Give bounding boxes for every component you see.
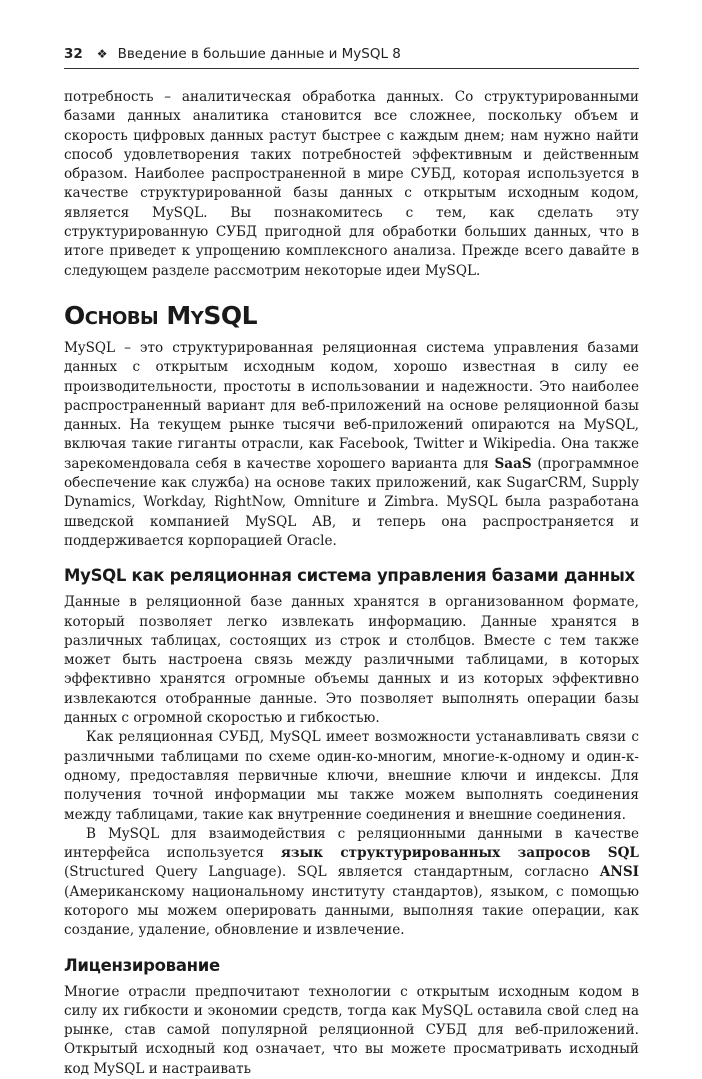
text-run: (программное обеспечение как служба) на основе таких приложений, как SugarCRM, Supply Dynamics, Workday, RightNow, Omniture и Zimbra. MySQL была разработана шведской компанией MySQL AB, и теперь она распространяется и поддерживается корпорацией Oracle. (64, 455, 640, 549)
running-title: Введение в большие данные и MySQL 8 (117, 46, 401, 62)
page-body (64, 88, 639, 1079)
intro-paragraph: потребность – аналитическая обработка данных. Со структурированными базами данных аналитика становится все сложнее, поскольку объем и скорость цифровых данных растут быстрее с каждым днем; нам нужно найти способ удовлетворения таких потребностей эффективным и действенным образом. Наиболее распространенной в мире СУБД, которая используется в качестве структурированной базы данных с открытым исходным кодом, является MySQL. Вы познакомитесь с тем, как сделать эту структурированную СУБД пригодной для обработки больших данных, что в итоге приведет к упрощению комплексного анализа. Прежде всего давайте в следующем разделе рассмотрим некоторые идеи MySQL. (64, 89, 639, 279)
diamond-icon: ❖ (96, 47, 108, 61)
license-paragraph: Многие отрасли предпочитают технологии с открытым исходным кодом в силу их гибкости и экономии средств, тогда как MySQL оставила свой след на рынке, став самой популярной реляционной СУБД для веб-приложений. Открытый исходный код означает, что вы можете просматривать исходный код MySQL и настраивать (64, 983, 639, 1077)
term-sql: язык структурированных запросов SQL (280, 845, 639, 862)
section-heading: Основы MySQL (64, 300, 258, 330)
rdbms-paragraph-1: Данные в реляционной базе данных хранятся в организованном формате, который позволяет легко извлекать информацию. Данные хранятся в различных таблицах, состоящих из строк и столбцов. Вместе с тем также может быть настроена связь между различными таблицами, в которых эффективно хранятся огромные объемы данных и из которых эффективно извлекаются отобранные данные. Это позволяет выполнять операции базы данных с огромной скоростью и гибкостью. (64, 594, 639, 727)
rdbms-paragraph-3 (64, 825, 639, 941)
page-number: 32 (64, 46, 83, 62)
term-saas: SaaS (494, 455, 532, 472)
text-run: В MySQL для взаимодействия с реляционными данными в качестве интерфейса используется (64, 825, 639, 862)
subsection-heading-rdbms: MySQL как реляционная система управления базами данных (64, 566, 635, 586)
subsection-heading-license: Лицензирование (64, 955, 220, 975)
section-paragraph (64, 339, 639, 551)
text-run: (Американскому национальному институту стандартов), языком, с помощью которого мы можем оперировать данными, выполняя такие операции, как создание, удаление, обновление и извлечение. (64, 883, 639, 939)
term-ansi: ANSI (599, 864, 639, 881)
running-header (64, 46, 639, 69)
text-run: MySQL – это структурированная реляционная система управления базами данных с открытым исходным кодом, хорошо известная в силу ее производительности, простоты в использовании и надежности. Это наиболее распространенный вариант для веб-приложений на основе реляционной базы данных. На текущем рынке тысячи веб-приложений опираются на MySQL, включая такие гиганты отрасли, как Facebook, Twitter и Wikipedia. Она также зарекомендовала себя в качестве хорошего варианта для (64, 339, 639, 472)
text-run: (Structured Query Language). SQL является стандартным, согласно (64, 864, 600, 881)
rdbms-paragraph-2: Как реляционная СУБД, MySQL имеет возможности устанавливать связи с различными таблицами по схеме один-ко-многим, многие-к-одному и один-к-одному, предоставляя первичные ключи, внешние ключи и индексы. Для получения точной информации мы также можем выполнять соединения между таблицами, такие как внутренние соединения и внешние соединения. (64, 729, 639, 823)
